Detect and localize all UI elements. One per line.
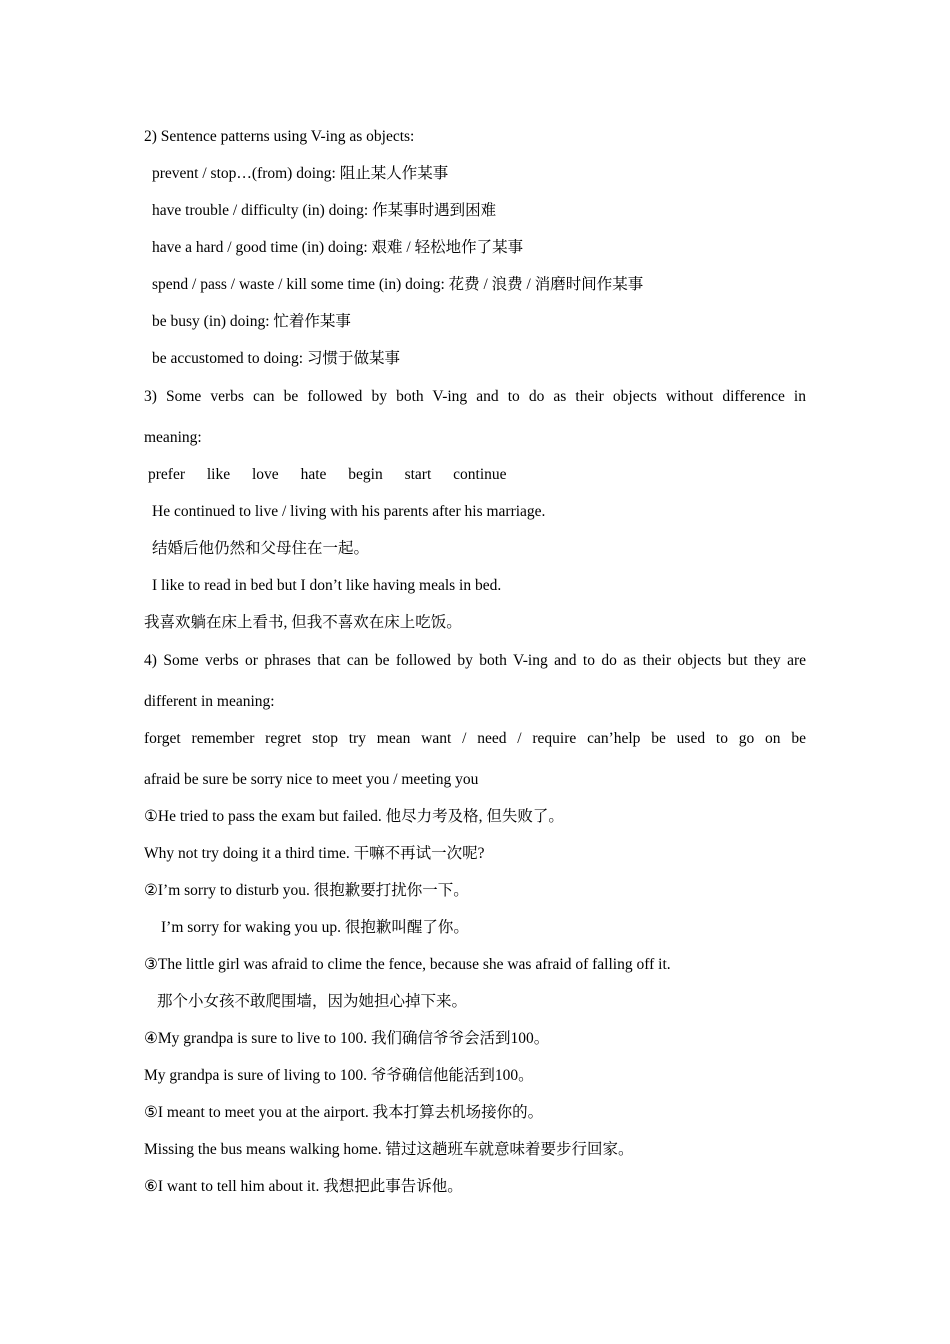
pattern-item: prevent / stop…(from) doing: 阻止某人作某事 (152, 165, 449, 182)
example-sentence: He continued to live / living with his parents after his marriage. (152, 503, 546, 520)
verb-phrase-list-line-2: afraid be sure be sorry nice to meet you / meeting you (144, 771, 479, 788)
verb-phrase-list-line-1: forget remember regret stop try mean want / need / require can’help be used to go on be (144, 730, 806, 747)
pattern-item: have trouble / difficulty (in) doing: 作某事时遇到困难 (152, 202, 497, 219)
verb-item: start (404, 466, 432, 483)
example-translation: 我喜欢躺在床上看书, 但我不喜欢在床上吃饭。 (144, 614, 462, 631)
pattern-item: be busy (in) doing: 忙着作某事 (152, 313, 351, 330)
pattern-item: have a hard / good time (in) doing: 艰难 / 轻松地作了某事 (152, 239, 524, 256)
pattern-item: spend / pass / waste / kill some time (in) doing: 花费 / 浪费 / 消磨时间作某事 (152, 276, 644, 293)
verb-item: like (206, 466, 231, 483)
example-sentence: ③The little girl was afraid to clime the fence, because she was afraid of falling off it. (144, 956, 671, 973)
example-translation: 结婚后他仍然和父母住在一起。 (152, 540, 370, 557)
example-sentence: ②I’m sorry to disturb you. 很抱歉要打扰你一下。 (144, 882, 469, 899)
example-sentence: Why not try doing it a third time. 干嘛不再试一次呢? (144, 845, 485, 862)
example-sentence: I’m sorry for waking you up. 很抱歉叫醒了你。 (161, 919, 469, 936)
section-3-heading-line-2: meaning: (144, 429, 202, 446)
section-2-heading: 2) Sentence patterns using V-ing as objects: (144, 128, 415, 145)
pattern-item: be accustomed to doing: 习惯于做某事 (152, 350, 400, 367)
section-4-heading-line-1: 4) Some verbs or phrases that can be followed by both V-ing and to do as their objects but they are (144, 652, 806, 669)
example-sentence: ⑤I meant to meet you at the airport. 我本打算去机场接你的。 (144, 1104, 544, 1121)
verb-item: begin (348, 466, 383, 483)
verb-item: prefer (148, 466, 185, 483)
section-3-heading-line-1: 3) Some verbs can be followed by both V-ing and to do as their objects without difference in (144, 388, 806, 405)
example-sentence: Missing the bus means walking home. 错过这趟班车就意味着要步行回家。 (144, 1141, 634, 1158)
example-translation: 那个小女孩不敢爬围墙，因为她担心掉下来。 (157, 993, 468, 1010)
example-sentence: ⑥I want to tell him about it. 我想把此事告诉他。 (144, 1178, 463, 1195)
verb-list (148, 465, 810, 485)
section-4-heading-line-2: different in meaning: (144, 693, 275, 710)
example-sentence: ④My grandpa is sure to live to 100. 我们确信爷爷会活到100。 (144, 1030, 550, 1047)
example-sentence: ①He tried to pass the exam but failed. 他尽力考及格, 但失败了。 (144, 808, 564, 825)
verb-item: hate (300, 466, 327, 483)
example-sentence: I like to read in bed but I don’t like having meals in bed. (152, 577, 502, 594)
verb-item: continue (453, 466, 507, 483)
example-sentence: My grandpa is sure of living to 100. 爷爷确信他能活到100。 (144, 1067, 534, 1084)
verb-item: love (252, 466, 279, 483)
